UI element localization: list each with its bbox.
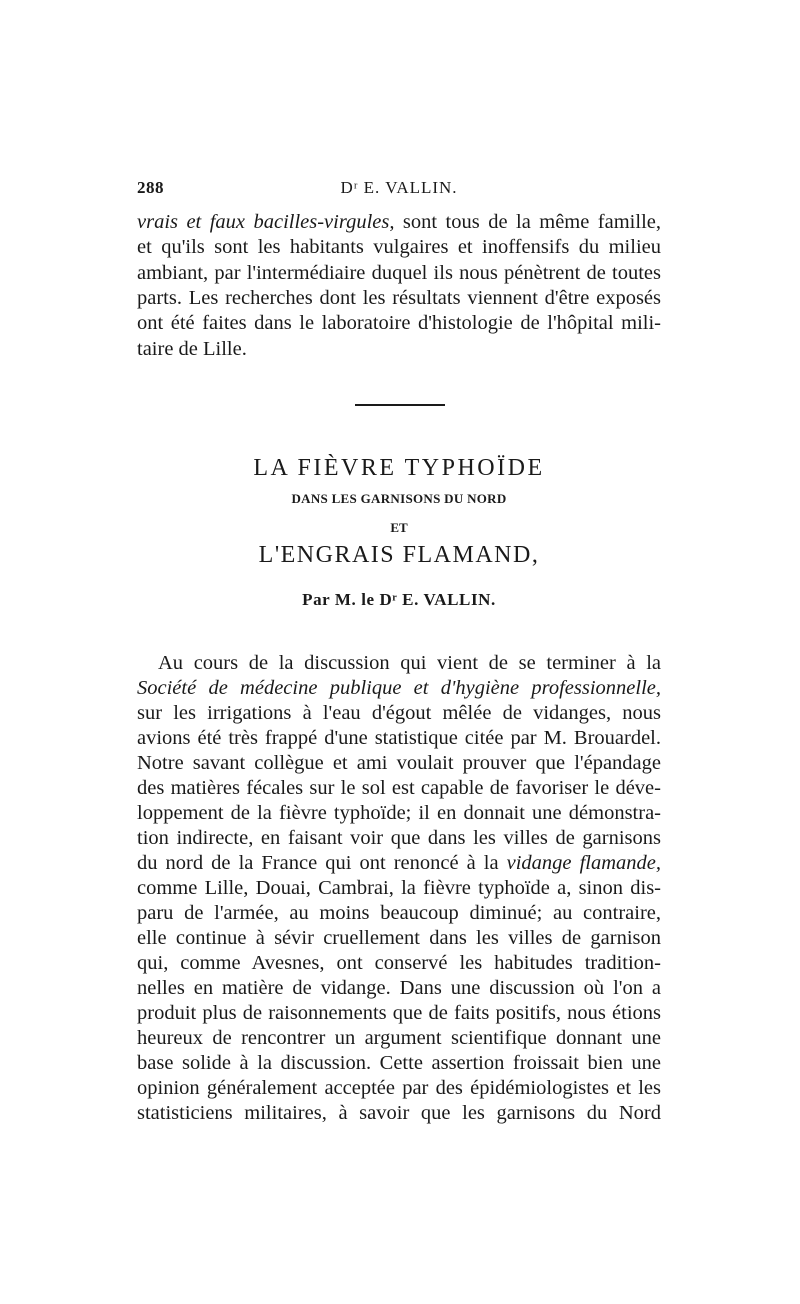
italic-term: vidange flamande, bbox=[506, 852, 661, 874]
text-line: base solide à la discussion. Cette assertion froissait bien une bbox=[137, 1052, 661, 1074]
running-head: Dʳ E. VALLIN. bbox=[340, 178, 458, 197]
text-line: ont été faites dans le laboratoire d'histologie de l'hôpital mili- bbox=[137, 312, 661, 334]
text-line: nelles en matière de vidange. Dans une discussion où l'on a bbox=[137, 977, 661, 999]
text-line: parts. Les recherches dont les résultats viennent d'être exposés bbox=[137, 287, 661, 309]
text-line: taire de Lille. bbox=[137, 338, 247, 360]
page-number: 288 bbox=[137, 178, 164, 197]
text-line: qui, comme Avesnes, ont conservé les habitudes tradition- bbox=[137, 952, 661, 974]
section-divider bbox=[355, 404, 445, 406]
text-line: du nord de la France qui ont renoncé à la vidange flamande, bbox=[137, 852, 661, 874]
article-subtitle: DANS LES GARNISONS DU NORD bbox=[291, 491, 507, 506]
italic-society-name: Société de médecine publique et d'hygiène professionnelle, bbox=[137, 677, 661, 699]
text-line bbox=[137, 676, 661, 700]
text-line: vrais et faux bacilles-virgules, sont tous de la même famille, bbox=[137, 211, 661, 233]
text-line: et qu'ils sont les habitants vulgaires et inoffensifs du milieu bbox=[137, 236, 661, 258]
text-line: avions été très frappé d'une statistique citée par M. Brouardel. bbox=[137, 727, 661, 749]
text-line: produit plus de raisonnements que de faits positifs, nous étions bbox=[137, 1002, 661, 1024]
text-line: statisticiens militaires, à savoir que les garnisons du Nord bbox=[137, 1102, 661, 1124]
text-line: opinion généralement acceptée par des épidémiologistes et les bbox=[137, 1077, 661, 1099]
article-title-second: L'ENGRAIS FLAMAND, bbox=[258, 542, 540, 568]
text-line: ambiant, par l'intermédiaire duquel ils nous pénètrent de toutes bbox=[137, 262, 661, 284]
text-line: loppement de la fièvre typhoïde; il en donnait une démonstra- bbox=[137, 802, 661, 824]
italic-term: vrais et faux bacilles-virgules, bbox=[137, 211, 395, 233]
text-line: des matières fécales sur le sol est capable de favoriser le déve- bbox=[137, 777, 661, 799]
title-conjunction: ET bbox=[390, 520, 408, 535]
article-title: LA FIÈVRE TYPHOÏDE bbox=[253, 455, 545, 481]
page-header bbox=[137, 178, 661, 202]
text-line: sur les irrigations à l'eau d'égout mêlée de vidanges, nous bbox=[137, 702, 661, 724]
text-line: Notre savant collègue et ami voulait prouver que l'épandage bbox=[137, 752, 661, 774]
author-byline: Par M. le Dʳ E. VALLIN. bbox=[302, 590, 496, 609]
text-line: comme Lille, Douai, Cambrai, la fièvre typhoïde a, sinon dis- bbox=[137, 877, 661, 899]
text-line: heureux de rencontrer un argument scientifique donnant une bbox=[137, 1027, 661, 1049]
text-line: paru de l'armée, au moins beaucoup diminué; au contraire, bbox=[137, 902, 661, 924]
text-line: Au cours de la discussion qui vient de se terminer à la bbox=[158, 652, 661, 674]
text-line: elle continue à sévir cruellement dans les villes de garnison bbox=[137, 927, 661, 949]
text-line: tion indirecte, en faisant voir que dans les villes de garnisons bbox=[137, 827, 661, 849]
